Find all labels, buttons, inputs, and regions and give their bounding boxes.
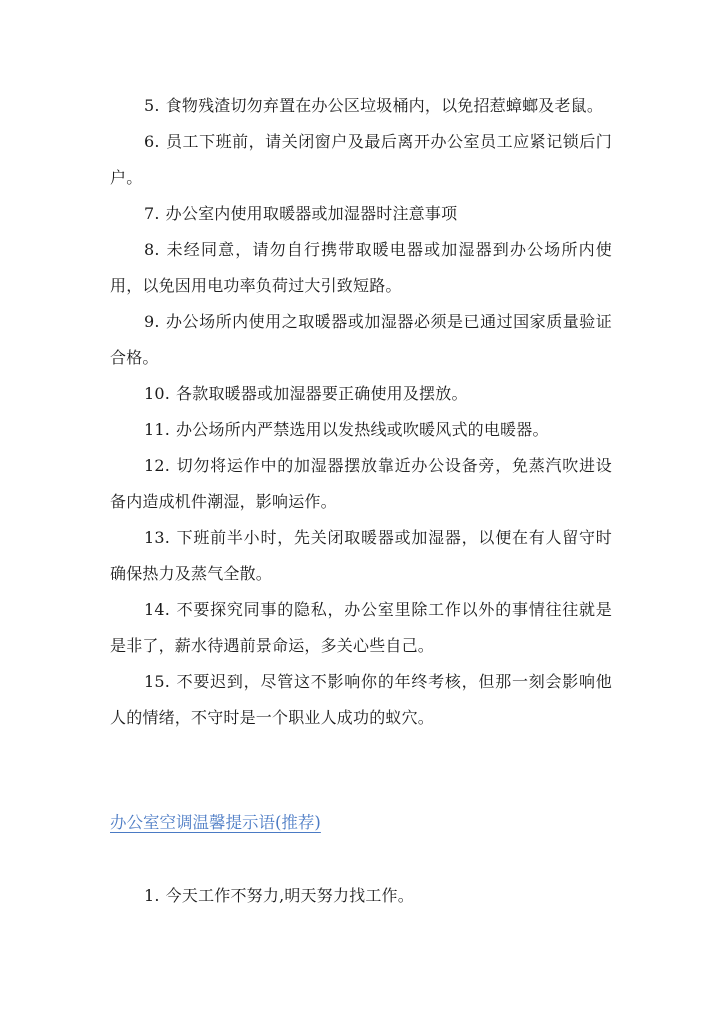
item-number: 9. — [144, 312, 160, 331]
list-item — [110, 878, 612, 914]
item-text: 下班前半小时，先关闭取暖器或加湿器，以便在有人留守时确保热力及蒸气全散。 — [110, 528, 612, 583]
item-number: 7. — [144, 204, 160, 223]
list-item — [110, 376, 612, 412]
list-item — [110, 664, 612, 736]
section-list — [110, 878, 612, 914]
item-text: 办公场所内严禁选用以发热线或吹暖风式的电暖器。 — [176, 420, 549, 439]
item-text: 不要探究同事的隐私，办公室里除工作以外的事情往往就是是非了，薪水待遇前景命运，多关心些自己。 — [110, 600, 612, 655]
section-heading-link[interactable]: 办公室空调温馨提示语(推荐) — [110, 813, 321, 832]
item-text: 不要迟到，尽管这不影响你的年终考核，但那一刻会影响他人的情绪，不守时是一个职业人成功的蚁穴。 — [110, 672, 612, 727]
list-item — [110, 124, 612, 196]
item-text: 未经同意，请勿自行携带取暖电器或加湿器到办公场所内使用，以免因用电功率负荷过大引致短路。 — [110, 240, 612, 295]
list-item — [110, 448, 612, 520]
list-item — [110, 88, 612, 124]
item-number: 11. — [144, 420, 171, 439]
item-number: 8. — [144, 240, 160, 259]
item-number: 6. — [144, 132, 160, 151]
item-number: 12. — [144, 456, 171, 475]
item-number: 13. — [144, 528, 171, 547]
item-text: 各款取暖器或加湿器要正确使用及摆放。 — [176, 384, 468, 403]
list-item — [110, 304, 612, 376]
tips-list — [110, 88, 612, 736]
item-text: 切勿将运作中的加湿器摆放靠近办公设备旁，免蒸汽吹进设备内造成机件潮湿，影响运作。 — [110, 456, 612, 511]
item-text: 办公场所内使用之取暖器或加湿器必须是已通过国家质量验证合格。 — [110, 312, 612, 367]
item-number: 14. — [144, 600, 171, 619]
item-number: 15. — [144, 672, 171, 691]
item-number: 1. — [144, 886, 160, 905]
item-number: 5. — [144, 96, 160, 115]
item-text: 今天工作不努力,明天努力找工作。 — [165, 886, 414, 905]
list-item — [110, 520, 612, 592]
list-item — [110, 592, 612, 664]
list-item — [110, 232, 612, 304]
item-text: 食物残渣切勿弃置在办公区垃圾桶内，以免招惹蟑螂及老鼠。 — [165, 96, 604, 115]
item-text: 办公室内使用取暖器或加湿器时注意事项 — [165, 204, 458, 223]
item-number: 10. — [144, 384, 171, 403]
list-item — [110, 196, 612, 232]
list-item — [110, 412, 612, 448]
item-text: 员工下班前，请关闭窗户及最后离开办公室员工应紧记锁后门户。 — [110, 132, 612, 187]
